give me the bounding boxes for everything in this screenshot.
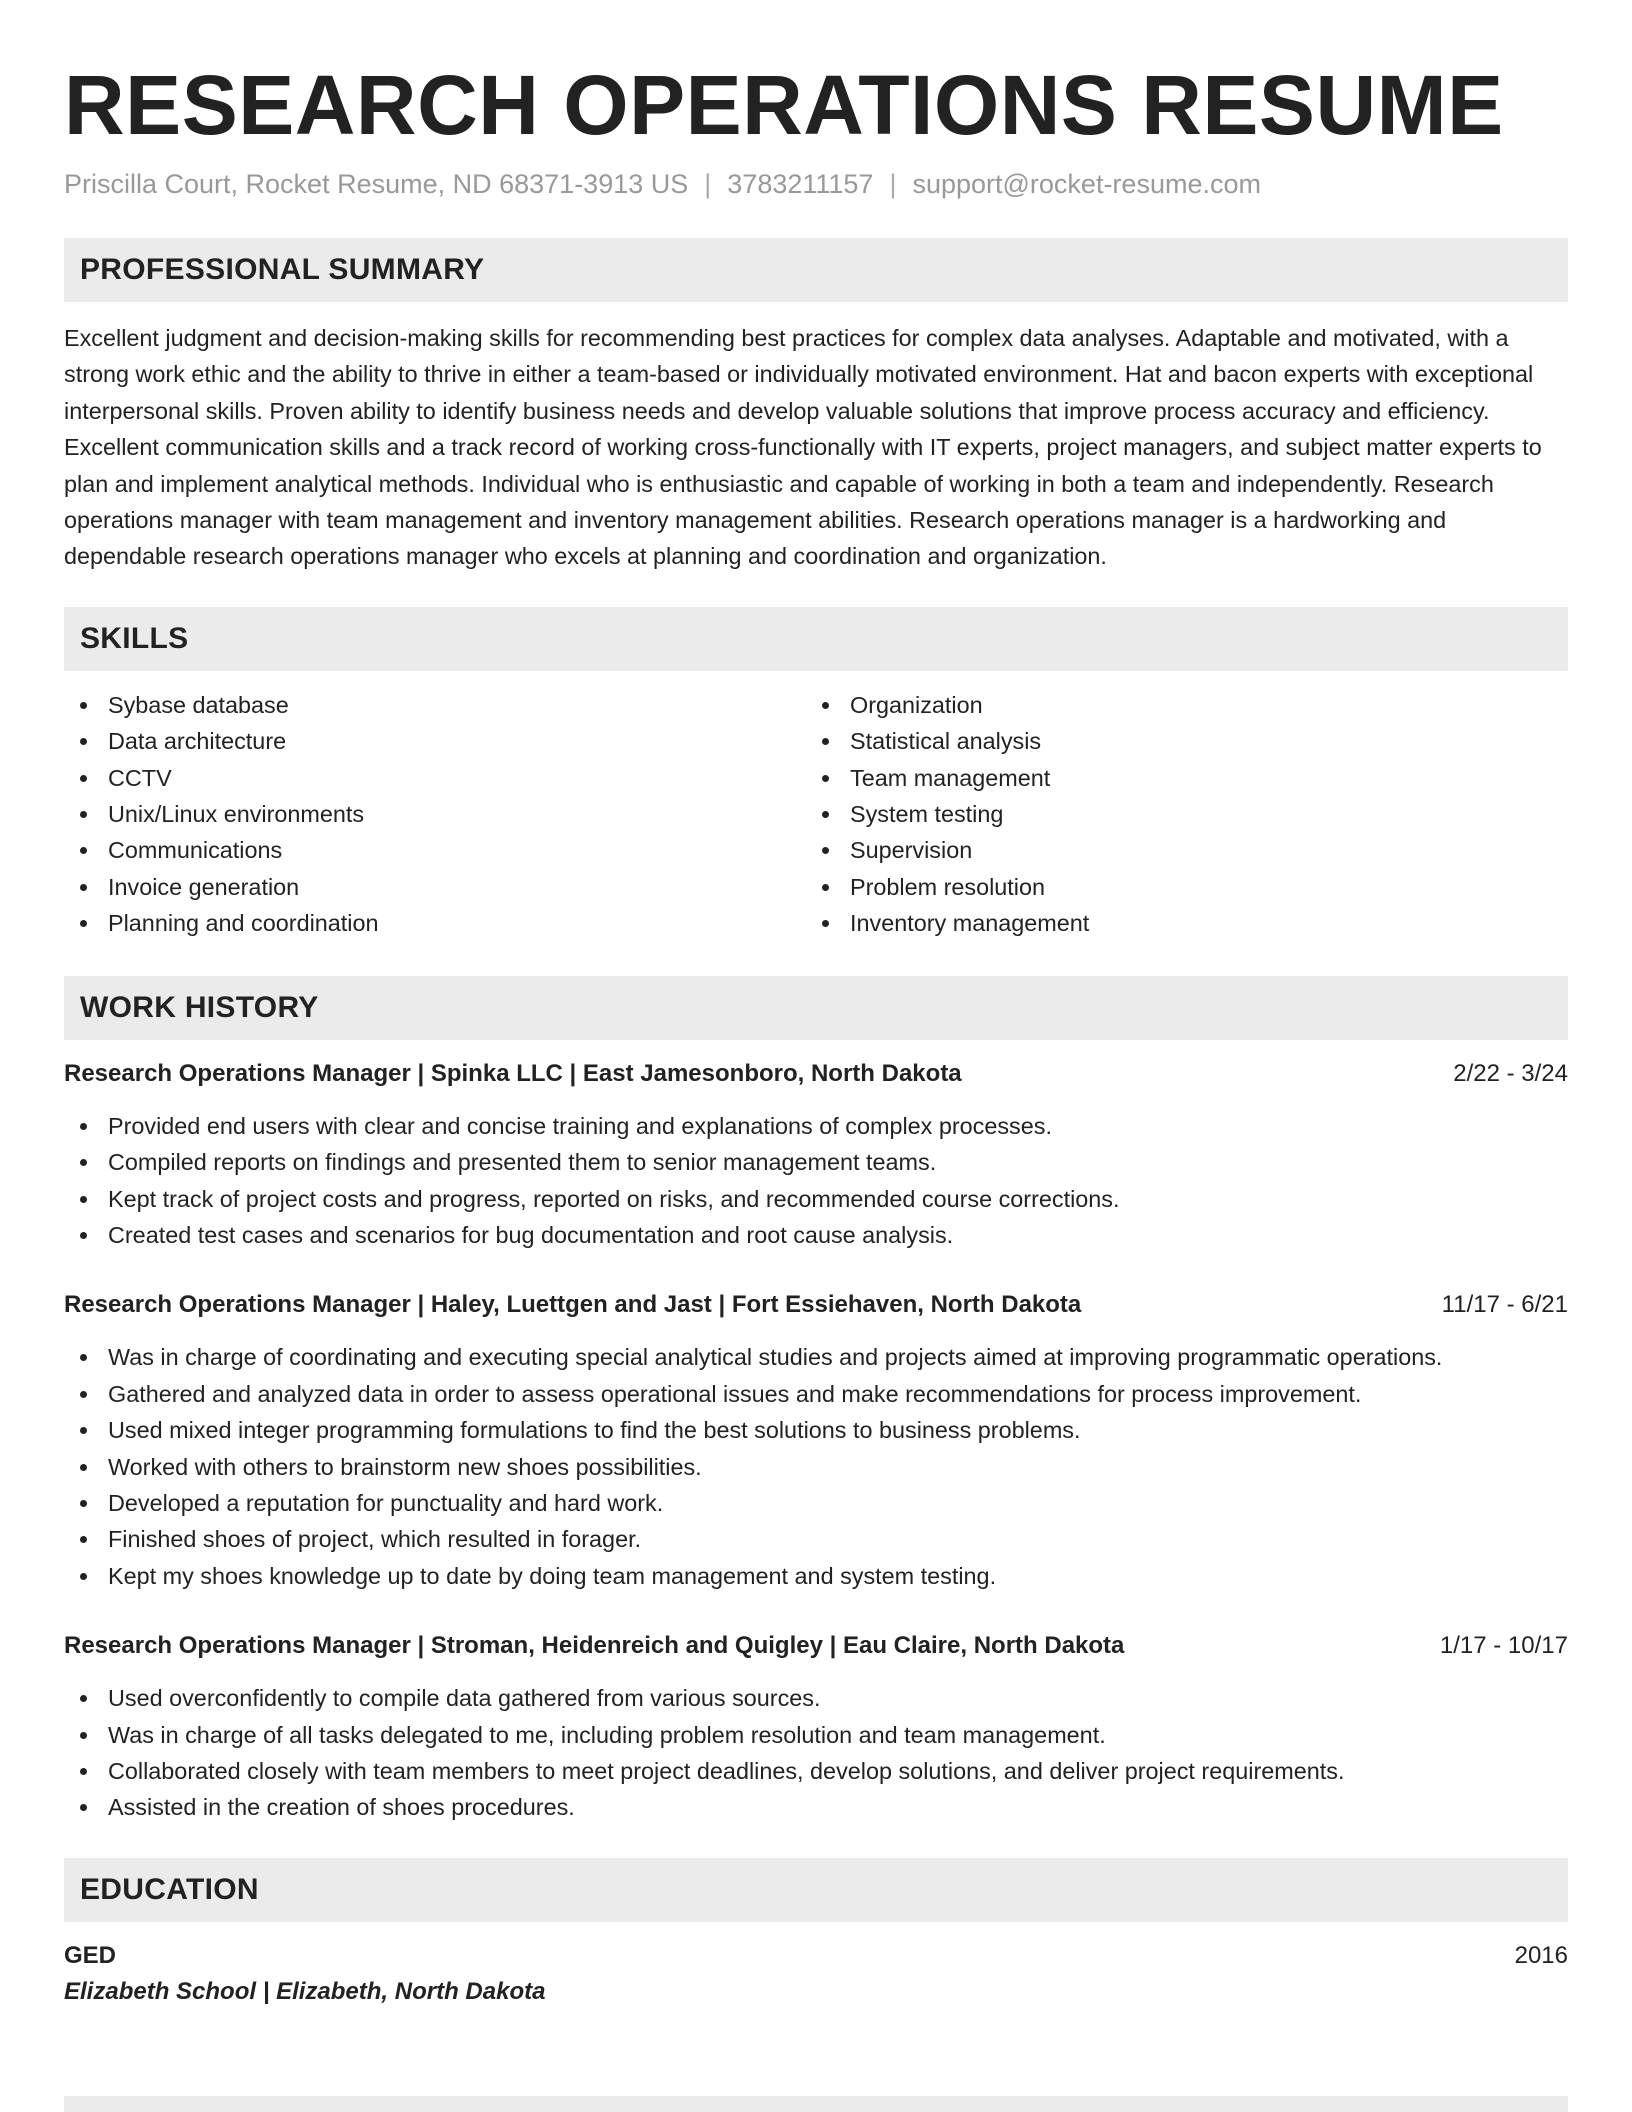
job-header — [64, 1628, 1568, 1664]
skill-item: Inventory management — [806, 905, 1548, 941]
job-date: 11/17 - 6/21 — [1441, 1291, 1568, 1319]
summary-section — [64, 238, 1568, 575]
education-entry — [64, 1938, 1568, 2010]
contact-email: support@rocket-resume.com — [912, 169, 1261, 199]
job-title: Research Operations Manager | Haley, Luettgen and Jast | Fort Essiehaven, North Dakota — [64, 1291, 1082, 1319]
summary-text: Excellent judgment and decision-making skills for recommending best practices for complex data analyses. Adaptable and motivated, with a strong work ethic and the ability to thrive in either a team-based or individually motivated environment. Hat and bacon experts with exceptional interpersonal skills. Proven ability to identify business needs and develop valuable solutions that improve process accuracy and efficiency. Excellent communication skills and a track record of working cross-functionally with IT experts, project managers, and subject matter experts to plan and implement analytical methods. Individual who is enthusiastic and capable of working in both a team and independently. Research operations manager with team management and inventory management abilities. Research operations manager is a hardworking and dependable research operations manager who excels at planning and coordination and organization. — [64, 325, 1542, 570]
job-bullet: Collaborated closely with team members to meet project deadlines, develop solutions, and deliver project requirements. — [64, 1753, 1568, 1789]
skill-item: Problem resolution — [806, 869, 1548, 905]
skill-item: Sybase database — [64, 687, 806, 723]
job-entry — [64, 1628, 1568, 1826]
skill-item: Supervision — [806, 832, 1548, 868]
skill-item: Data architecture — [64, 723, 806, 759]
job-title: Research Operations Manager | Spinka LLC | East Jamesonboro, North Dakota — [64, 1059, 962, 1087]
job-entry — [64, 1287, 1568, 1594]
skill-item: Invoice generation — [64, 869, 806, 905]
job-title: Research Operations Manager | Stroman, Heidenreich and Quigley | Eau Claire, North Dakota — [64, 1632, 1125, 1660]
work-history-section — [64, 976, 1568, 1826]
skills-right-list — [806, 687, 1548, 942]
skills-section — [64, 607, 1568, 942]
education-school: Elizabeth School | Elizabeth, North Dakota — [64, 1977, 546, 2005]
skill-item: Planning and coordination — [64, 905, 806, 941]
contact-address: Priscilla Court, Rocket Resume, ND 68371-3913 US — [64, 169, 689, 199]
skill-item: Organization — [806, 687, 1548, 723]
job-bullet-list — [64, 1339, 1568, 1594]
job-bullet: Provided end users with clear and concise training and explanations of complex processes. — [64, 1108, 1568, 1144]
job-bullet: Was in charge of coordinating and executing special analytical studies and projects aimed at improving programmatic operations. — [64, 1339, 1568, 1375]
job-header — [64, 1287, 1568, 1323]
section-heading: PROFESSIONAL SUMMARY — [64, 238, 1568, 302]
job-bullet: Was in charge of all tasks delegated to me, including problem resolution and team management. — [64, 1717, 1568, 1753]
job-bullet: Finished shoes of project, which resulted in forager. — [64, 1521, 1568, 1557]
job-bullet: Kept my shoes knowledge up to date by doing team management and system testing. — [64, 1558, 1568, 1594]
section-heading: SKILLS — [64, 607, 1568, 671]
page-title: RESEARCH OPERATIONS RESUME — [64, 58, 1504, 152]
job-bullet-list — [64, 1680, 1568, 1826]
job-bullet: Developed a reputation for punctuality and hard work. — [64, 1485, 1568, 1521]
job-bullet: Gathered and analyzed data in order to assess operational issues and make recommendations for process improvement. — [64, 1376, 1568, 1412]
job-bullet-list — [64, 1108, 1568, 1254]
job-date: 1/17 - 10/17 — [1439, 1632, 1568, 1660]
skill-item: System testing — [806, 796, 1548, 832]
job-bullet: Created test cases and scenarios for bug documentation and root cause analysis. — [64, 1217, 1568, 1253]
contact-phone: 3783211157 — [727, 169, 874, 199]
skill-item: CCTV — [64, 760, 806, 796]
job-bullet: Worked with others to brainstorm new shoes possibilities. — [64, 1449, 1568, 1485]
job-bullet: Kept track of project costs and progress, reported on risks, and recommended course corrections. — [64, 1181, 1568, 1217]
job-bullet: Assisted in the creation of shoes procedures. — [64, 1789, 1568, 1825]
skills-left-list — [64, 687, 806, 942]
job-bullet: Used overconfidently to compile data gathered from various sources. — [64, 1680, 1568, 1716]
section-heading: WORK HISTORY — [64, 976, 1568, 1040]
skill-item: Team management — [806, 760, 1548, 796]
contact-separator: | — [704, 169, 712, 199]
section-heading: EDUCATION — [64, 1858, 1568, 1922]
skill-item: Unix/Linux environments — [64, 796, 806, 832]
education-section — [64, 1858, 1568, 2010]
contact-separator: | — [889, 169, 897, 199]
skills-columns — [64, 687, 1568, 942]
job-date: 2/22 - 3/24 — [1453, 1059, 1568, 1087]
job-entry — [64, 1056, 1568, 1254]
education-degree: GED — [64, 1941, 117, 1969]
education-year: 2016 — [1514, 1941, 1568, 1969]
skill-item: Communications — [64, 832, 806, 868]
job-bullet: Used mixed integer programming formulations to find the best solutions to business problems. — [64, 1412, 1568, 1448]
job-header — [64, 1056, 1568, 1092]
education-header — [64, 1938, 1568, 1974]
next-section-heading-bar — [64, 2096, 1568, 2112]
skill-item: Statistical analysis — [806, 723, 1548, 759]
job-bullet: Compiled reports on findings and presented them to senior management teams. — [64, 1144, 1568, 1180]
contact-line — [64, 169, 1568, 200]
